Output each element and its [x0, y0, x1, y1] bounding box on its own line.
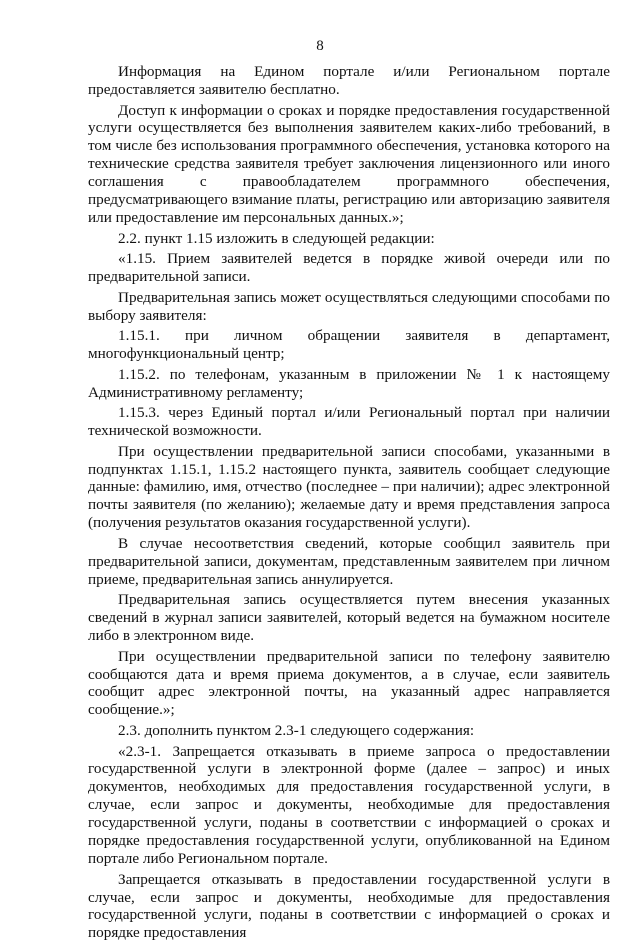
- paragraph-10: В случае несоответствия сведений, которые сообщил заявитель при предварительной записи, документам, представленным заявителем при личном приеме, предварительная запись аннулируется.: [88, 534, 610, 588]
- paragraph-12: При осуществлении предварительной записи по телефону заявителю сообщаются дата и время приема документов, а в случае, если заявитель сообщит адрес электронной почты, на указанный адрес направляется сообщение.»;: [88, 647, 610, 719]
- paragraph-13: 2.3. дополнить пунктом 2.3-1 следующего содержания:: [118, 721, 475, 739]
- page-number: 8: [316, 38, 324, 54]
- paragraph-14: «2.3-1. Запрещается отказывать в приеме запроса о предоставлении государственной услуги в электронной форме (далее – запрос) и иных документов, необходимых для предоставления государственной услуги, в случае, если запрос и документы, необходимые для предоставления государственной услуги, поданы в соответствии с информацией о сроках и порядке предоставления государственной услуги, опубликованной на Едином портале либо Региональном портале.: [88, 742, 610, 867]
- paragraph-7: 1.15.2. по телефонам, указанным в приложении № 1 к настоящему Административному регламенту;: [88, 365, 610, 401]
- paragraph-9: При осуществлении предварительной записи способами, указанными в подпунктах 1.15.1, 1.15.2 настоящего пункта, заявитель сообщает следующие данные: фамилию, имя, отчество (последнее – при наличии); адрес электронной почты заявителя (по желанию); желаемые дату и время представления запроса (получения результатов оказания государственной услуги).: [88, 442, 610, 532]
- paragraph-8: 1.15.3. через Единый портал и/или Региональный портал при наличии технической возможности.: [88, 404, 610, 440]
- paragraph-1: Информация на Едином портале и/или Региональном портале предоставляется заявителю бесплатно.: [88, 63, 610, 98]
- paragraph-11: Предварительная запись осуществляется путем внесения указанных сведений в журнал записи заявителей, который ведется на бумажном носителе либо в электронном виде.: [88, 591, 610, 645]
- paragraph-6: 1.15.1. при личном обращении заявителя в департамент, многофункциональный центр;: [88, 327, 610, 363]
- paragraph-3: 2.2. пункт 1.15 изложить в следующей редакции:: [118, 229, 435, 247]
- paragraph-4: «1.15. Прием заявителей ведется в порядке живой очереди или по предварительной записи.: [88, 250, 610, 286]
- paragraph-15: Запрещается отказывать в предоставлении государственной услуги в случае, если запрос и документы, необходимые для предоставления государственной услуги, поданы в соответствии с информацией о сроках и порядке предоставления: [88, 870, 610, 942]
- paragraph-5: Предварительная запись может осуществляться следующими способами по выбору заявителя:: [88, 288, 610, 324]
- paragraph-2: Доступ к информации о сроках и порядке предоставления государственной услуги осуществляется без выполнения заявителем каких-либо требований, в том числе без использования программного обеспечения, установка которого на технические средства заявителя требует заключения лицензионного или иного соглашения с правообладателем программного обеспечения, предусматривающего взимание платы, регистрацию или авторизацию заявителя или предоставление им персональных данных.»;: [88, 101, 610, 226]
- document-body: [88, 63, 610, 945]
